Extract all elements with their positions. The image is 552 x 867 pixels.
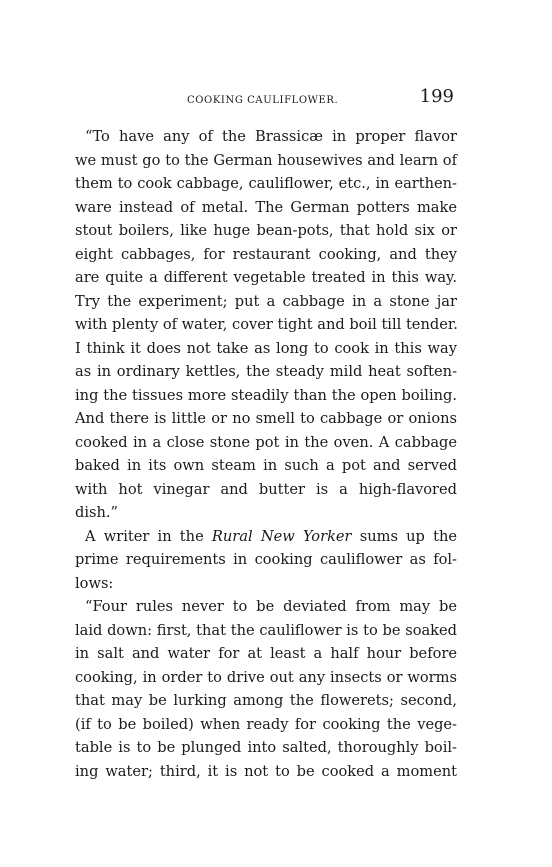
text-line: Try the experiment; put a cabbage in a stone jar	[75, 292, 457, 310]
text-line: cooking, in order to drive out any insects or worms	[75, 668, 457, 686]
text-line	[75, 525, 457, 549]
text-line: stout boilers, like huge bean-pots, that hold six or	[75, 222, 457, 239]
text-line: eight cabbages, for restaurant cooking, and they	[75, 245, 457, 263]
text-line: baked in its own steam in such a pot and served	[75, 457, 457, 474]
text-line: in salt and water for at least a half hour before	[75, 645, 457, 662]
text-line: ing the tissues more steadily than the open boiling.	[75, 386, 457, 404]
text-line: “Four rules never to be deviated from may be	[85, 598, 457, 615]
text-line: that may be lurking among the flowerets; second,	[75, 692, 457, 709]
text-line: we must go to the German housewives and learn of	[75, 151, 457, 169]
text-line: as in ordinary kettles, the steady mild heat soften-	[75, 363, 457, 380]
text-line: I think it does not take as long to cook in this way	[75, 339, 457, 357]
text-line: (if to be boiled) when ready for cooking the vege-	[75, 715, 457, 733]
text-line: with hot vinegar and butter is a high-flavored	[75, 480, 457, 498]
text-line: ware instead of metal. The German potters make	[75, 198, 457, 216]
text-line: table is to be plunged into salted, thoroughly boil-	[75, 739, 457, 756]
text-run: sums up the	[351, 527, 457, 545]
text-line: And there is little or no smell to cabbage or onions	[75, 410, 457, 427]
text-line: prime requirements in cooking cauliflower as fol-	[75, 551, 457, 568]
text-run: A writer in the	[85, 527, 212, 545]
text-line: with plenty of water, cover tight and boil till tender.	[75, 316, 458, 333]
italic-title: Rural New Yorker	[211, 527, 352, 545]
running-head	[75, 86, 457, 112]
text-line: laid down: first, that the cauliflower is to be soaked	[75, 621, 457, 639]
text-line: lows:	[75, 574, 114, 592]
page-number: 199	[419, 86, 454, 107]
text-line: are quite a different vegetable treated in this way.	[75, 269, 457, 286]
running-title: COOKING CAULIFLOWER.	[187, 95, 339, 106]
text-line: them to cook cabbage, cauliflower, etc., in earthen-	[75, 175, 457, 192]
body-text	[75, 125, 457, 783]
text-line: “To have any of the Brassicæ in proper flavor	[85, 128, 457, 145]
text-line: cooked in a close stone pot in the oven. A cabbage	[75, 433, 457, 451]
text-line: ing water; third, it is not to be cooked a moment	[75, 762, 457, 780]
text-line: dish.”	[75, 504, 118, 521]
